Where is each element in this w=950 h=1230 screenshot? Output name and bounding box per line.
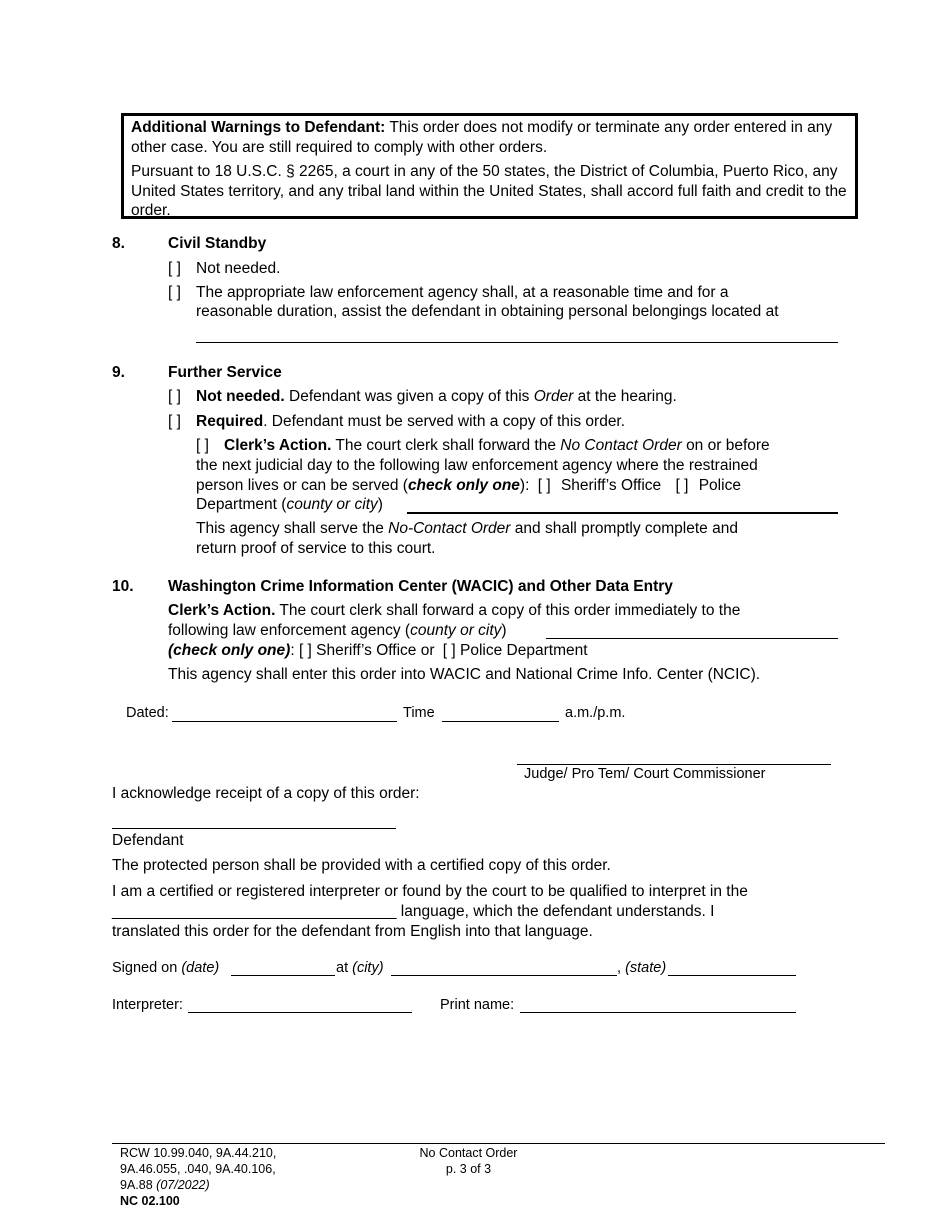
s9-clerk-line-3-text: person lives or can be served ( xyxy=(196,477,408,494)
footer-title-block xyxy=(400,1145,537,1177)
interpreter-signature-field[interactable] xyxy=(188,1012,412,1013)
checkbox[interactable]: [ ] xyxy=(675,477,689,494)
footer-rcw-3 xyxy=(120,1177,276,1193)
s10-clerk-action xyxy=(168,601,740,621)
acknowledge-text: I acknowledge receipt of a copy of this order: xyxy=(112,785,420,802)
s8-option-2-text: The appropriate law enforcement agency shall, at a reasonable time and for a xyxy=(196,284,729,301)
s10-sheriff-option: Sheriff’s Office or xyxy=(316,642,435,659)
s8-location-field[interactable] xyxy=(196,342,838,343)
defendant-signature-line[interactable] xyxy=(112,828,396,829)
s9-no-contact-order-italic: No Contact Order xyxy=(560,437,682,454)
judge-label: Judge/ Pro Tem/ Court Commissioner xyxy=(524,766,766,782)
s9-clerk-text: The court clerk shall forward the xyxy=(335,437,556,454)
s9-clerk-line-3 xyxy=(196,476,741,496)
signed-on-row xyxy=(112,959,219,979)
footer-citation xyxy=(120,1145,276,1209)
s9-option-required xyxy=(168,412,625,432)
checkbox[interactable]: [ ] xyxy=(168,284,181,301)
language-field[interactable]: _________________________________ xyxy=(112,903,397,920)
s8-option-standby xyxy=(168,283,728,303)
s9-required-text: . Defendant must be served with a copy of this order. xyxy=(263,413,626,430)
footer-rcw-1: RCW 10.99.040, 9A.44.210, xyxy=(120,1146,277,1160)
s9-close-paren: ) xyxy=(377,496,383,513)
signed-state-field[interactable] xyxy=(668,975,796,976)
s10-agency-line xyxy=(168,621,507,641)
warnings-paragraph-2: Pursuant to 18 U.S.C. § 2265, a court in any of the 50 states, the District of Columbia, Puerto Rico, any United States territory, and any tribal land within the United States, shall accord full faith and credit to the order. xyxy=(131,163,847,219)
protected-person-text: The protected person shall be provided with a certified copy of this order. xyxy=(112,857,611,874)
interpreter-line-2-text: language, which the defendant understands. I xyxy=(400,903,715,920)
checkbox[interactable]: [ ] xyxy=(537,477,551,494)
section-10-number: 10. xyxy=(112,578,134,595)
s9-clerk-line-2: the next judicial day to the following law enforcement agency where the restrained xyxy=(196,457,758,474)
s9-county-city-field[interactable] xyxy=(407,512,838,514)
s9-clerk-line-3-end: ): xyxy=(519,477,530,494)
s9-county-city-italic: county or city xyxy=(286,496,378,513)
state-label: (state) xyxy=(625,960,667,976)
checkbox[interactable]: [ ] xyxy=(442,642,456,659)
s8-option-not-needed xyxy=(168,259,280,279)
s9-option-not-needed xyxy=(168,387,677,407)
s9-agency-text: This agency shall serve the xyxy=(196,520,384,537)
s9-department-text: Department ( xyxy=(196,496,287,513)
s10-check-line xyxy=(168,641,588,661)
signed-city-field[interactable] xyxy=(391,975,617,976)
s10-agency-text: following law enforcement agency ( xyxy=(168,622,411,639)
s9-required-label: Required xyxy=(196,413,264,430)
defendant-label: Defendant xyxy=(112,832,184,849)
s9-police-option: Police xyxy=(698,477,741,494)
section-9-number: 9. xyxy=(112,364,125,381)
comma: , xyxy=(617,960,622,976)
footer-rcw-2: 9A.46.055, .040, 9A.40.106, xyxy=(120,1162,276,1176)
warnings-text-1: This order does not modify or terminate any order entered in any other case. You are still required to comply with other orders. xyxy=(131,119,833,156)
signed-date-field[interactable] xyxy=(231,975,335,976)
s10-county-city-italic: county or city xyxy=(410,622,502,639)
footer-title: No Contact Order xyxy=(419,1146,518,1160)
checkbox[interactable]: [ ] xyxy=(196,437,209,454)
interpreter-line-2 xyxy=(112,902,714,922)
footer-rcw-3-text: 9A.88 xyxy=(120,1178,153,1192)
s9-agency-line-2: return proof of service to this court. xyxy=(196,540,436,557)
section-8-title: Civil Standby xyxy=(168,235,267,252)
at-label: at xyxy=(336,960,349,976)
s9-agency-italic: No-Contact Order xyxy=(388,520,511,537)
warnings-title: Additional Warnings to Defendant: xyxy=(131,119,386,136)
s9-clerk-action xyxy=(196,436,770,456)
s10-colon: : xyxy=(290,642,295,659)
footer-form-number: NC 02.100 xyxy=(120,1194,180,1208)
s9-not-needed-text-2: at the hearing. xyxy=(577,388,677,405)
city-label: (city) xyxy=(352,960,384,976)
s9-not-needed-text: Defendant was given a copy of this xyxy=(289,388,530,405)
time-label: Time xyxy=(403,705,435,721)
footer-rule xyxy=(112,1143,885,1144)
dated-label: Dated: xyxy=(126,705,169,721)
s9-clerk-text-2: on or before xyxy=(686,437,770,454)
signed-on-label: Signed on xyxy=(112,960,178,976)
section-8-number: 8. xyxy=(112,235,125,252)
s10-close-paren: ) xyxy=(501,622,507,639)
s9-agency-line-1 xyxy=(196,519,738,539)
s9-sheriff-option: Sheriff’s Office xyxy=(560,477,662,494)
s10-police-option: Police Department xyxy=(460,642,588,659)
dated-field[interactable] xyxy=(172,721,397,722)
checkbox[interactable]: [ ] xyxy=(168,388,181,405)
s10-county-city-field[interactable] xyxy=(546,638,838,639)
interpreter-line-1: I am a certified or registered interpreter or found by the court to be qualified to interpret in the xyxy=(112,883,748,900)
date-label: (date) xyxy=(181,960,220,976)
section-10-title: Washington Crime Information Center (WACIC) and Other Data Entry xyxy=(168,578,673,595)
state-label-group xyxy=(617,959,666,979)
section-9-title: Further Service xyxy=(168,364,282,381)
print-name-label: Print name: xyxy=(440,997,515,1013)
warnings-paragraph-1 xyxy=(131,118,849,157)
s9-clerk-label: Clerk’s Action. xyxy=(224,437,332,454)
checkbox[interactable]: [ ] xyxy=(168,413,181,430)
s8-option-1-text: Not needed. xyxy=(196,260,281,277)
s9-agency-text-2: and shall promptly complete and xyxy=(514,520,738,537)
footer-revision-date: (07/2022) xyxy=(156,1178,210,1192)
s10-enter-text: This agency shall enter this order into WACIC and National Crime Info. Center (NCIC). xyxy=(168,666,761,683)
interpreter-label: Interpreter: xyxy=(112,997,183,1013)
checkbox[interactable]: [ ] xyxy=(298,642,312,659)
checkbox[interactable]: [ ] xyxy=(168,260,181,277)
s9-county-city-label xyxy=(196,495,383,515)
time-field[interactable] xyxy=(442,721,559,722)
s9-not-needed-label: Not needed. xyxy=(196,388,285,405)
interpreter-line-3: translated this order for the defendant from English into that language. xyxy=(112,923,593,940)
at-city-label xyxy=(336,959,384,979)
s8-option-2-text-line-2: reasonable duration, assist the defendant in obtaining personal belongings located at xyxy=(196,303,779,320)
s9-check-only-one: check only one xyxy=(407,477,520,494)
s10-clerk-text: The court clerk shall forward a copy of this order immediately to the xyxy=(279,602,741,619)
footer-page-number: p. 3 of 3 xyxy=(445,1162,492,1176)
warnings-box xyxy=(121,113,858,219)
s9-order-italic: Order xyxy=(533,388,574,405)
ampm-label: a.m./p.m. xyxy=(565,705,626,721)
s10-check-only-one: (check only one) xyxy=(168,642,291,659)
print-name-field[interactable] xyxy=(520,1012,796,1013)
s10-clerk-label: Clerk’s Action. xyxy=(168,602,276,619)
